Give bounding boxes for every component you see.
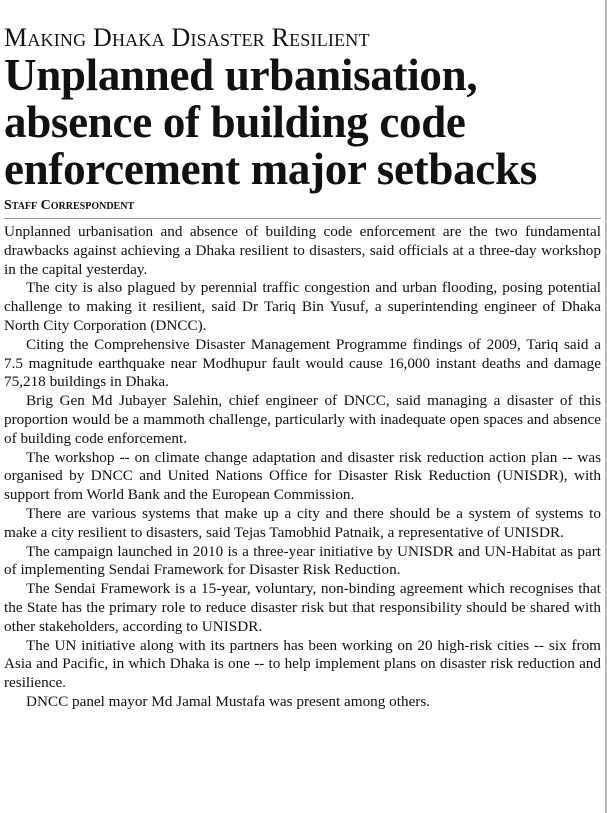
paragraph-10: DNCC panel mayor Md Jamal Mustafa was present among others. [26, 692, 431, 710]
paragraph-9: The UN initiative along with its partners has been working on 20 high-risk cities -- six from Asia and Pacific, in which Dhaka is one -- to help implement plans on disaster risk reduction and resilience. [4, 636, 601, 692]
section-kicker: Making Dhaka Disaster Resilient [4, 23, 370, 52]
byline: Staff Correspondent [4, 198, 135, 213]
paragraph-7: The campaign launched in 2010 is a three-year initiative by UNISDR and UN-Habitat as part of implementing Sendai Framework for Disaster Risk Reduction. [4, 542, 601, 579]
article-body [4, 223, 601, 712]
paragraph-3: Citing the Comprehensive Disaster Management Programme findings of 2009, Tariq said a 7.5 magnitude earthquake near Modhupur fault would cause 16,000 instant deaths and damage 75,218 buildings in Dhaka. [4, 335, 601, 391]
paragraph-8: The Sendai Framework is a 15-year, voluntary, non-binding agreement which recognises that the State has the primary role to reduce disaster risk but that responsibility should be shared with other stakeholders, according to UNISDR. [4, 580, 601, 635]
byline-divider [4, 218, 601, 219]
headline: Unplanned urbanisation, absence of building code enforcement major setbacks [4, 50, 537, 194]
paragraph-2: The city is also plagued by perennial traffic congestion and urban flooding, posing potential challenge to making it resilient, said Dr Tariq Bin Yusuf, a superintending engineer of Dhaka North City Corporation (DNCC). [4, 279, 601, 334]
paragraph-1: Unplanned urbanisation and absence of building code enforcement are the two fundamental drawbacks against achieving a Dhaka resilient to disasters, said officials at a three-day workshop in the capital yesterday. [4, 223, 601, 278]
paragraph-6: There are various systems that make up a city and there should be a system of systems to make a city resilient to disasters, said Tejas Tamobhid Patnaik, a representative of UNISDR. [4, 504, 601, 541]
paragraph-5: The workshop -- on climate change adaptation and disaster risk reduction action plan -- was organised by DNCC and United Nations Office for Disaster Risk Reduction (UNISDR), with support from World Bank and the European Commission. [4, 448, 601, 504]
paragraph-4: Brig Gen Md Jubayer Salehin, chief engineer of DNCC, said managing a disaster of this proportion would be a mammoth challenge, particularly with inadequate open spaces and absence of building code enforcement. [4, 392, 601, 447]
